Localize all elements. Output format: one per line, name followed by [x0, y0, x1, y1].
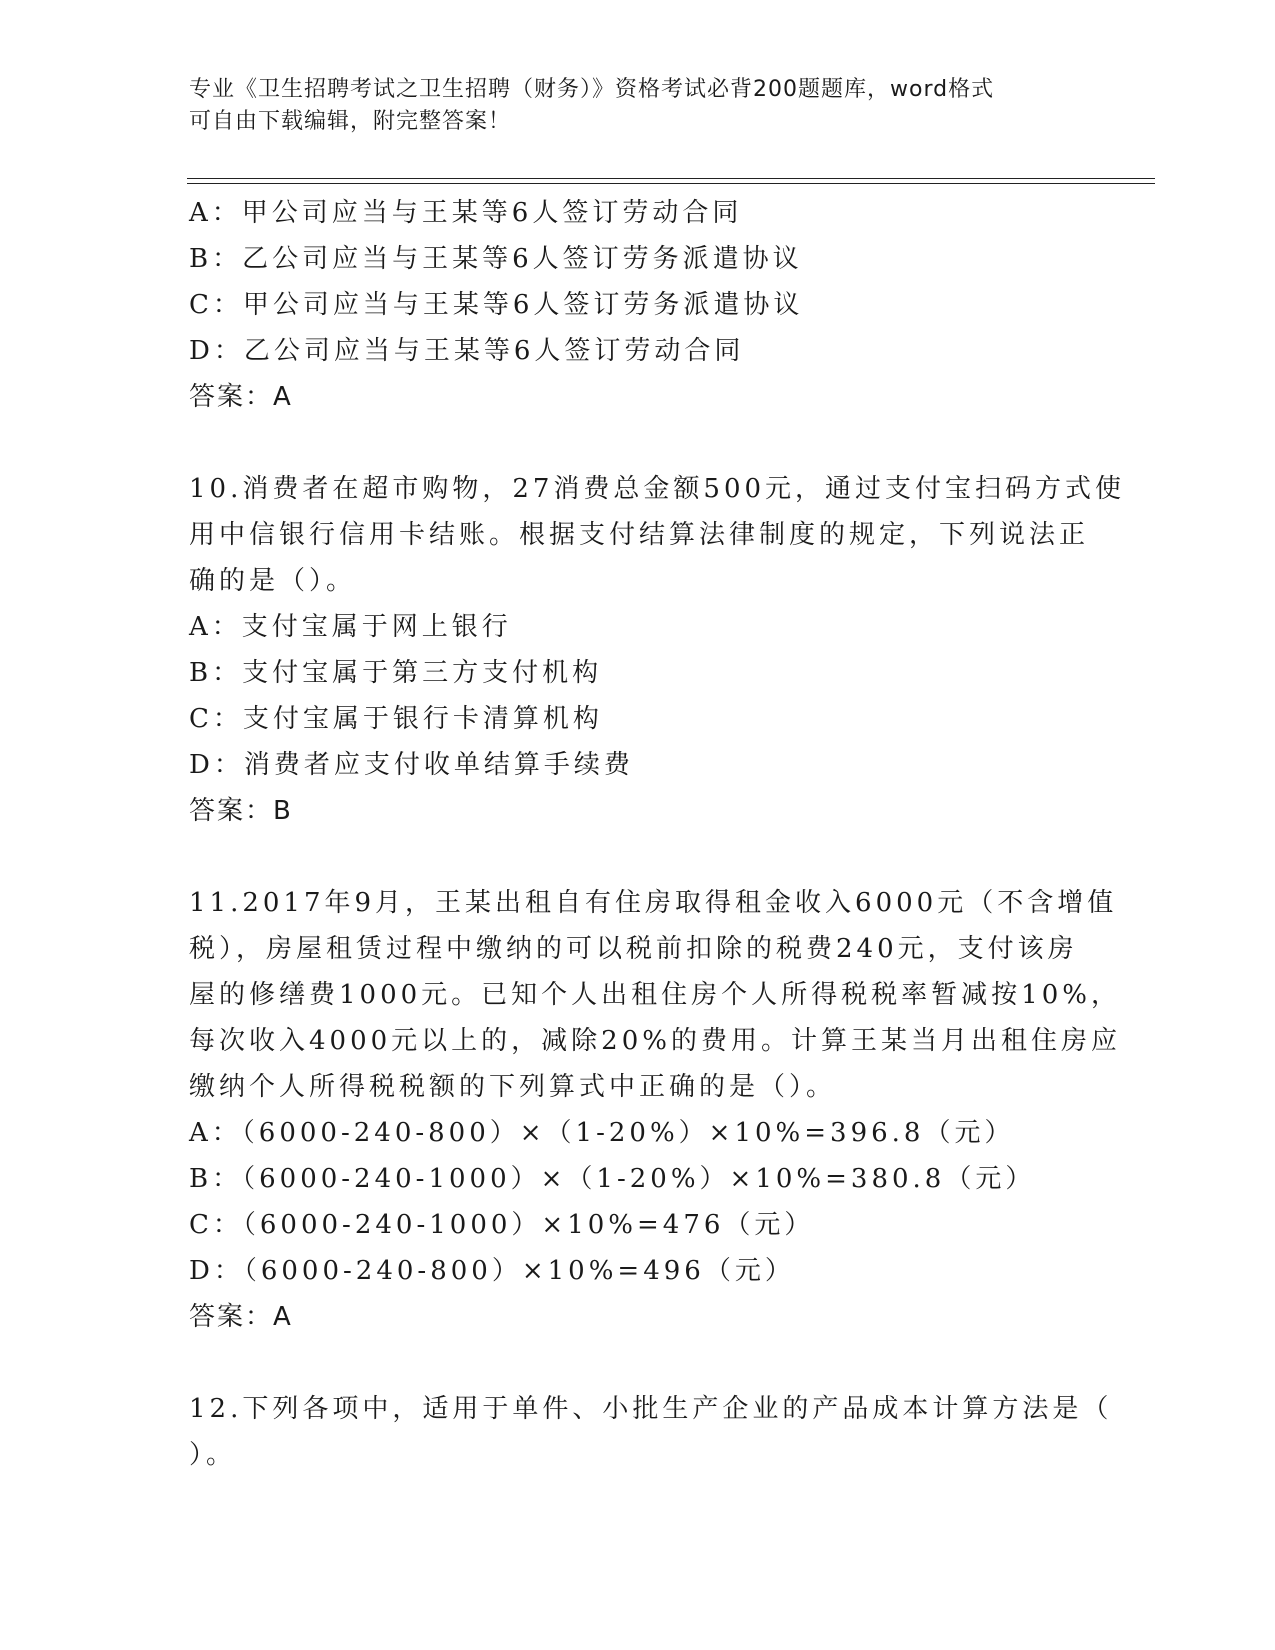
option-d: D：消费者应支付收单结算手续费 — [189, 750, 634, 780]
spacer — [189, 420, 1089, 466]
question-text-line: 11.2017年9月，王某出租自有住房取得租金收入6000元（不含增值 — [189, 888, 1118, 918]
document-header — [189, 74, 1069, 138]
question-text-line: 12.下列各项中，适用于单件、小批生产企业的产品成本计算方法是（ — [189, 1394, 1113, 1424]
question-text-line: 缴纳个人所得税税额的下列算式中正确的是（）。 — [189, 1072, 837, 1102]
header-line-1: 专业《卫生招聘考试之卫生招聘（财务）》资格考试必背200题题库，word格式 — [189, 77, 995, 102]
option-d: D：（6000-240-800）×10%=496（元） — [189, 1256, 795, 1286]
question-text-line: 确的是（）。 — [189, 566, 357, 596]
option-b: B：支付宝属于第三方支付机构 — [189, 658, 603, 688]
option-a: A：（6000-240-800）×（1-20%）×10%=396.8（元） — [189, 1118, 1015, 1148]
question-list — [189, 190, 1126, 1478]
question-text-line: 用中信银行信用卡结账。根据支付结算法律制度的规定，下列说法正 — [189, 520, 1090, 550]
question-text-line: 10.消费者在超市购物，27消费总金额500元，通过支付宝扫码方式使 — [189, 474, 1126, 504]
header-rule-bottom — [187, 183, 1155, 184]
answer: 答案：A — [189, 382, 293, 412]
answer: 答案：A — [189, 1302, 293, 1332]
answer: 答案：B — [189, 796, 293, 826]
question-9 — [189, 190, 1089, 420]
spacer — [189, 834, 1089, 880]
question-text-line: 屋的修缮费1000元。已知个人出租住房个人所得税税率暂减按10%， — [189, 980, 1121, 1010]
header-rule-top — [187, 178, 1155, 179]
option-b: B：乙公司应当与王某等6人签订劳务派遣协议 — [189, 244, 803, 274]
option-c: C：（6000-240-1000）×10%=476（元） — [189, 1210, 815, 1240]
question-11 — [189, 880, 1121, 1340]
question-text-line: ）。 — [189, 1440, 237, 1470]
header-line-2: 可自由下载编辑，附完整答案！ — [189, 109, 512, 134]
option-a: A：支付宝属于网上银行 — [189, 612, 512, 642]
question-text-line: 每次收入4000元以上的，减除20%的费用。计算王某当月出租住房应 — [189, 1026, 1121, 1056]
option-b: B：（6000-240-1000）×（1-20%）×10%=380.8（元） — [189, 1164, 1036, 1194]
question-10 — [189, 466, 1126, 834]
question-text-line: 税），房屋租赁过程中缴纳的可以税前扣除的税费240元，支付该房 — [189, 934, 1078, 964]
option-c: C：甲公司应当与王某等6人签订劳务派遣协议 — [189, 290, 804, 320]
spacer — [189, 1340, 1089, 1386]
option-a: A：甲公司应当与王某等6人签订劳动合同 — [189, 198, 743, 228]
question-12 — [189, 1386, 1113, 1478]
option-c: C：支付宝属于银行卡清算机构 — [189, 704, 603, 734]
option-d: D：乙公司应当与王某等6人签订劳动合同 — [189, 336, 745, 366]
